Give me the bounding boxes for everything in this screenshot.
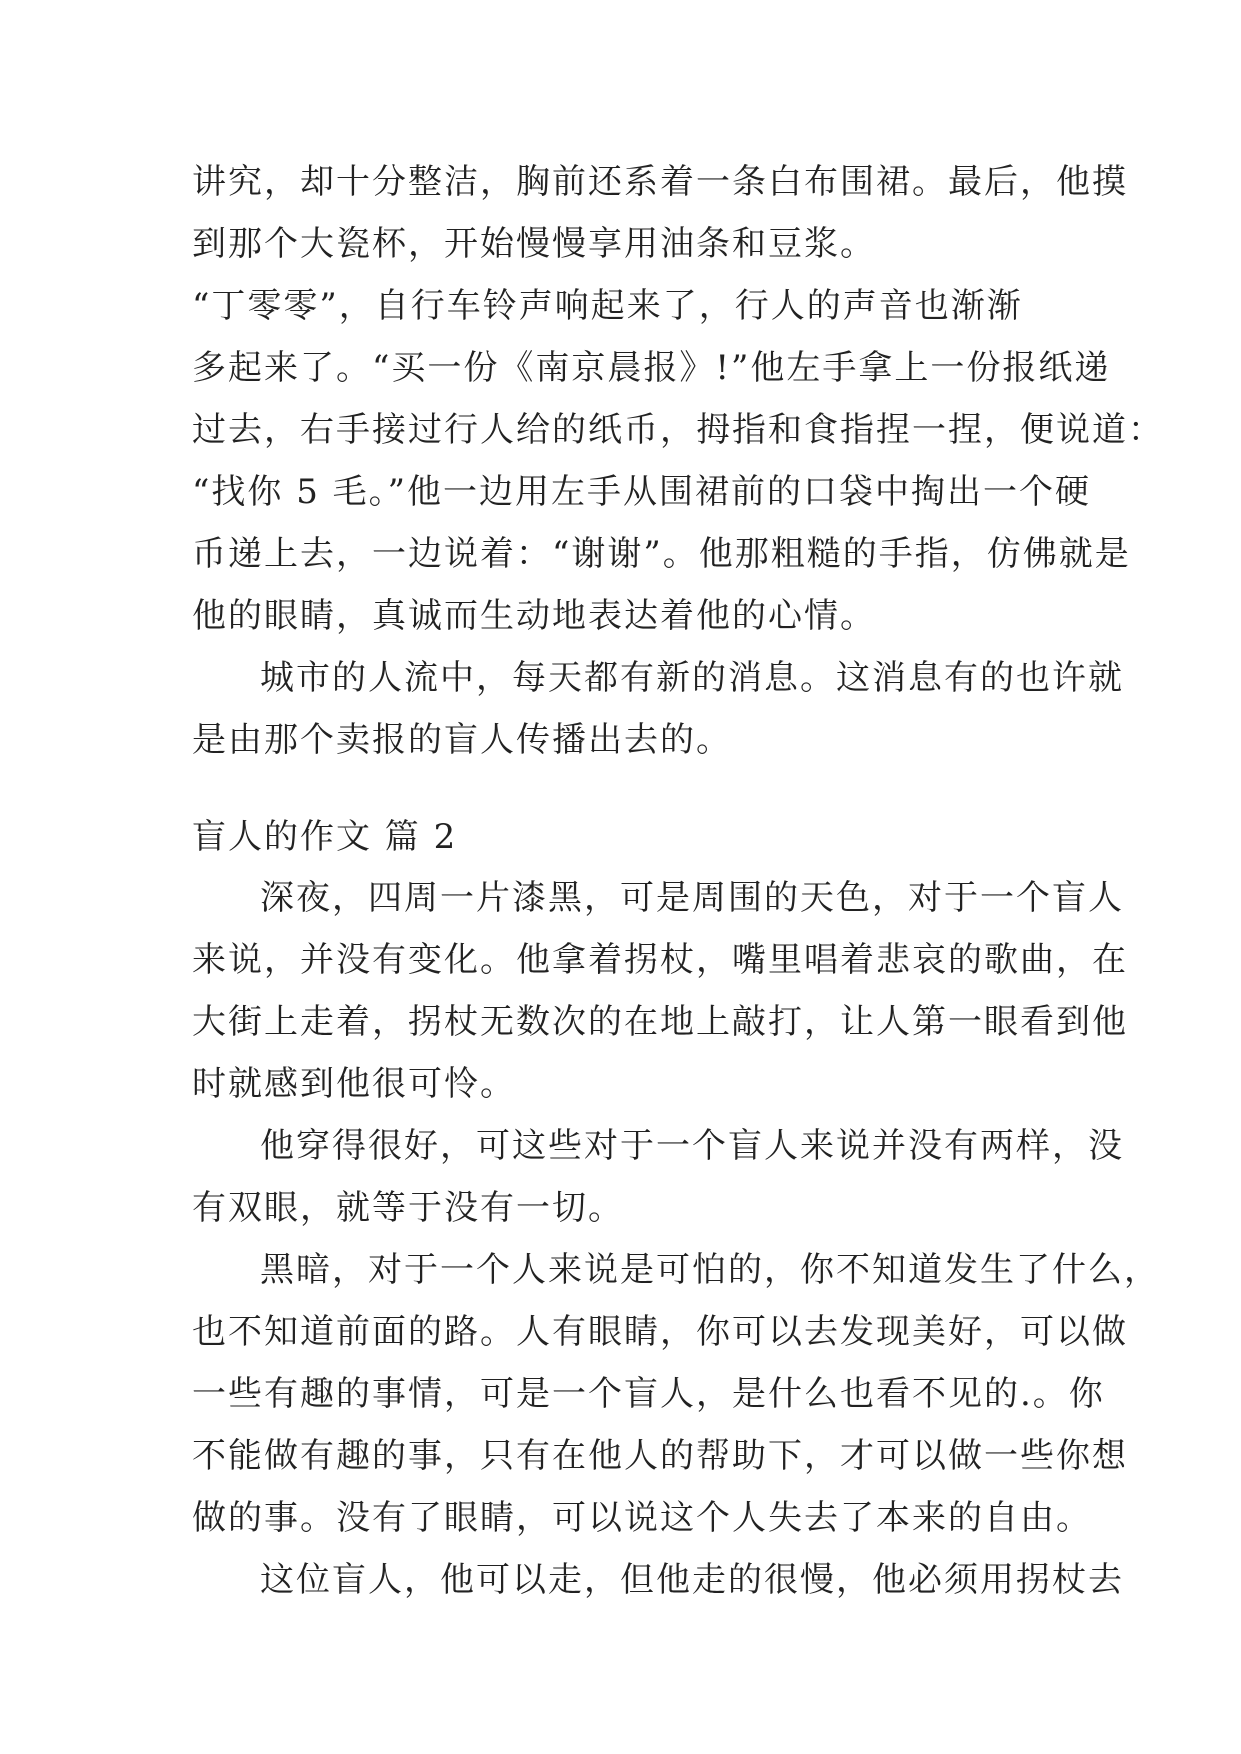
text-line: 深夜，四周一片漆黑，可是周围的天色，对于一个盲人 (260, 878, 1124, 918)
text-line: 多起来了。“买一份《南京晨报》!”他左手拿上一份报纸递 (192, 348, 1111, 388)
text-line: 是由那个卖报的盲人传播出去的。 (192, 720, 732, 760)
text-line: 过去，右手接过行人给的纸币，拇指和食指捏一捏，便说道： (192, 410, 1164, 450)
text-line: 城市的人流中，每天都有新的消息。这消息有的也许就 (260, 658, 1124, 698)
text-line: 这位盲人，他可以走，但他走的很慢，他必须用拐杖去 (260, 1560, 1124, 1600)
text-line: “找你 5 毛。”他一边用左手从围裙前的口袋中掏出一个硬 (192, 472, 1092, 512)
text-line: 他的眼睛，真诚而生动地表达着他的心情。 (192, 596, 876, 636)
text-line: 大街上走着，拐杖无数次的在地上敲打，让人第一眼看到他 (192, 1002, 1128, 1042)
text-line: 不能做有趣的事，只有在他人的帮助下，才可以做一些你想 (192, 1436, 1128, 1476)
text-line: 黑暗，对于一个人来说是可怕的，你不知道发生了什么， (260, 1250, 1160, 1290)
text-line: 一些有趣的事情，可是一个盲人，是什么也看不见的.。你 (192, 1374, 1105, 1414)
text-line: 做的事。没有了眼睛，可以说这个人失去了本来的自由。 (192, 1498, 1092, 1538)
text-line: 到那个大瓷杯，开始慢慢享用油条和豆浆。 (192, 224, 876, 264)
text-line: “丁零零”，自行车铃声响起来了，行人的声音也渐渐 (192, 286, 1023, 326)
text-line: 也不知道前面的路。人有眼睛，你可以去发现美好，可以做 (192, 1312, 1128, 1352)
text-line: 时就感到他很可怜。 (192, 1064, 516, 1104)
text-line: 他穿得很好，可这些对于一个盲人来说并没有两样，没 (260, 1126, 1124, 1166)
text-line: 讲究，却十分整洁，胸前还系着一条白布围裙。最后，他摸 (192, 162, 1128, 202)
text-line: 币递上去，一边说着：“谢谢”。他那粗糙的手指，仿佛就是 (192, 534, 1131, 574)
section-heading: 盲人的作文 篇 2 (192, 817, 458, 857)
text-line: 有双眼，就等于没有一切。 (192, 1188, 624, 1228)
text-line: 来说，并没有变化。他拿着拐杖，嘴里唱着悲哀的歌曲，在 (192, 940, 1128, 980)
